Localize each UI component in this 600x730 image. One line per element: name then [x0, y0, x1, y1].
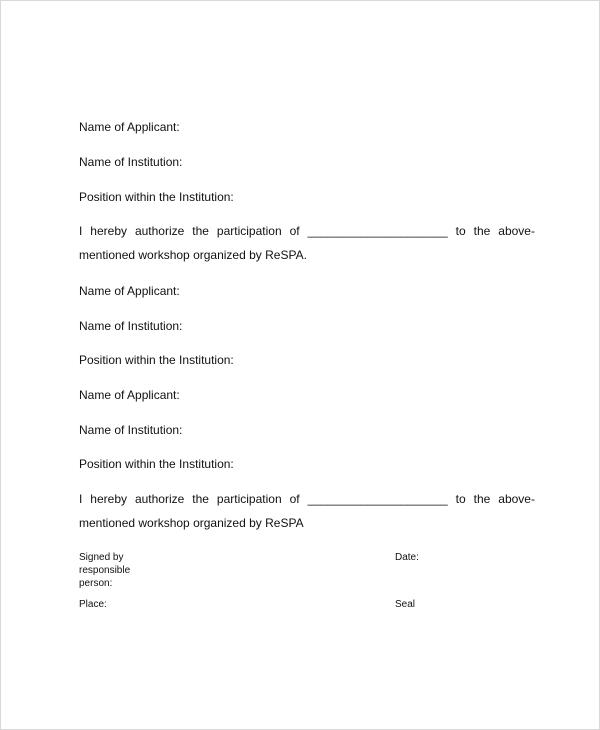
name-of-institution-label-2: Name of Institution:: [79, 319, 183, 333]
authorization-line-1: [79, 492, 535, 507]
auth-word: above-: [498, 492, 535, 506]
auth-word: to: [455, 224, 466, 238]
name-of-applicant-label-1: Name of Applicant:: [79, 120, 180, 134]
auth-word: the: [192, 492, 209, 506]
auth-word: of: [289, 492, 300, 506]
auth-word: authorize: [134, 224, 185, 238]
auth-word: I: [79, 492, 83, 506]
authorization-paragraph-1: [79, 224, 535, 263]
signed-by-line-1: Signed by: [79, 552, 124, 563]
authorization-paragraph-2: [79, 492, 535, 531]
seal-label: Seal: [395, 599, 416, 610]
signed-by-line-2: responsible: [79, 565, 131, 576]
auth-word: participation: [216, 492, 282, 506]
auth-word: hereby: [90, 224, 127, 238]
position-label-1: Position within the Institution:: [79, 190, 234, 204]
name-of-institution-label-1: Name of Institution:: [79, 155, 183, 169]
position-label-3: Position within the Institution:: [79, 457, 234, 471]
auth-word: the: [192, 224, 209, 238]
auth-word: to: [455, 492, 466, 506]
signed-by-label: [79, 551, 159, 590]
position-label-2: Position within the Institution:: [79, 353, 234, 367]
auth-word: I: [79, 224, 83, 238]
authorization-line-2: mentioned workshop organized by ReSPA.: [79, 248, 307, 262]
name-of-applicant-label-3: Name of Applicant:: [79, 388, 180, 402]
authorization-line-2: mentioned workshop organized by ReSPA: [79, 516, 304, 530]
auth-word: of: [289, 224, 300, 238]
auth-word: hereby: [90, 492, 127, 506]
auth-word: authorize: [134, 492, 185, 506]
authorization-line-1: [79, 224, 535, 239]
participant-blank: _____________________: [307, 224, 448, 238]
auth-word: the: [473, 492, 491, 506]
auth-word: the: [473, 224, 491, 238]
date-label: Date:: [395, 552, 419, 563]
participant-blank: _____________________: [307, 492, 448, 506]
auth-word: above-: [498, 224, 535, 238]
name-of-institution-label-3: Name of Institution:: [79, 423, 183, 437]
place-label: Place:: [79, 599, 107, 610]
signed-by-line-3: person:: [79, 578, 113, 589]
name-of-applicant-label-2: Name of Applicant:: [79, 284, 180, 298]
auth-word: participation: [216, 224, 282, 238]
